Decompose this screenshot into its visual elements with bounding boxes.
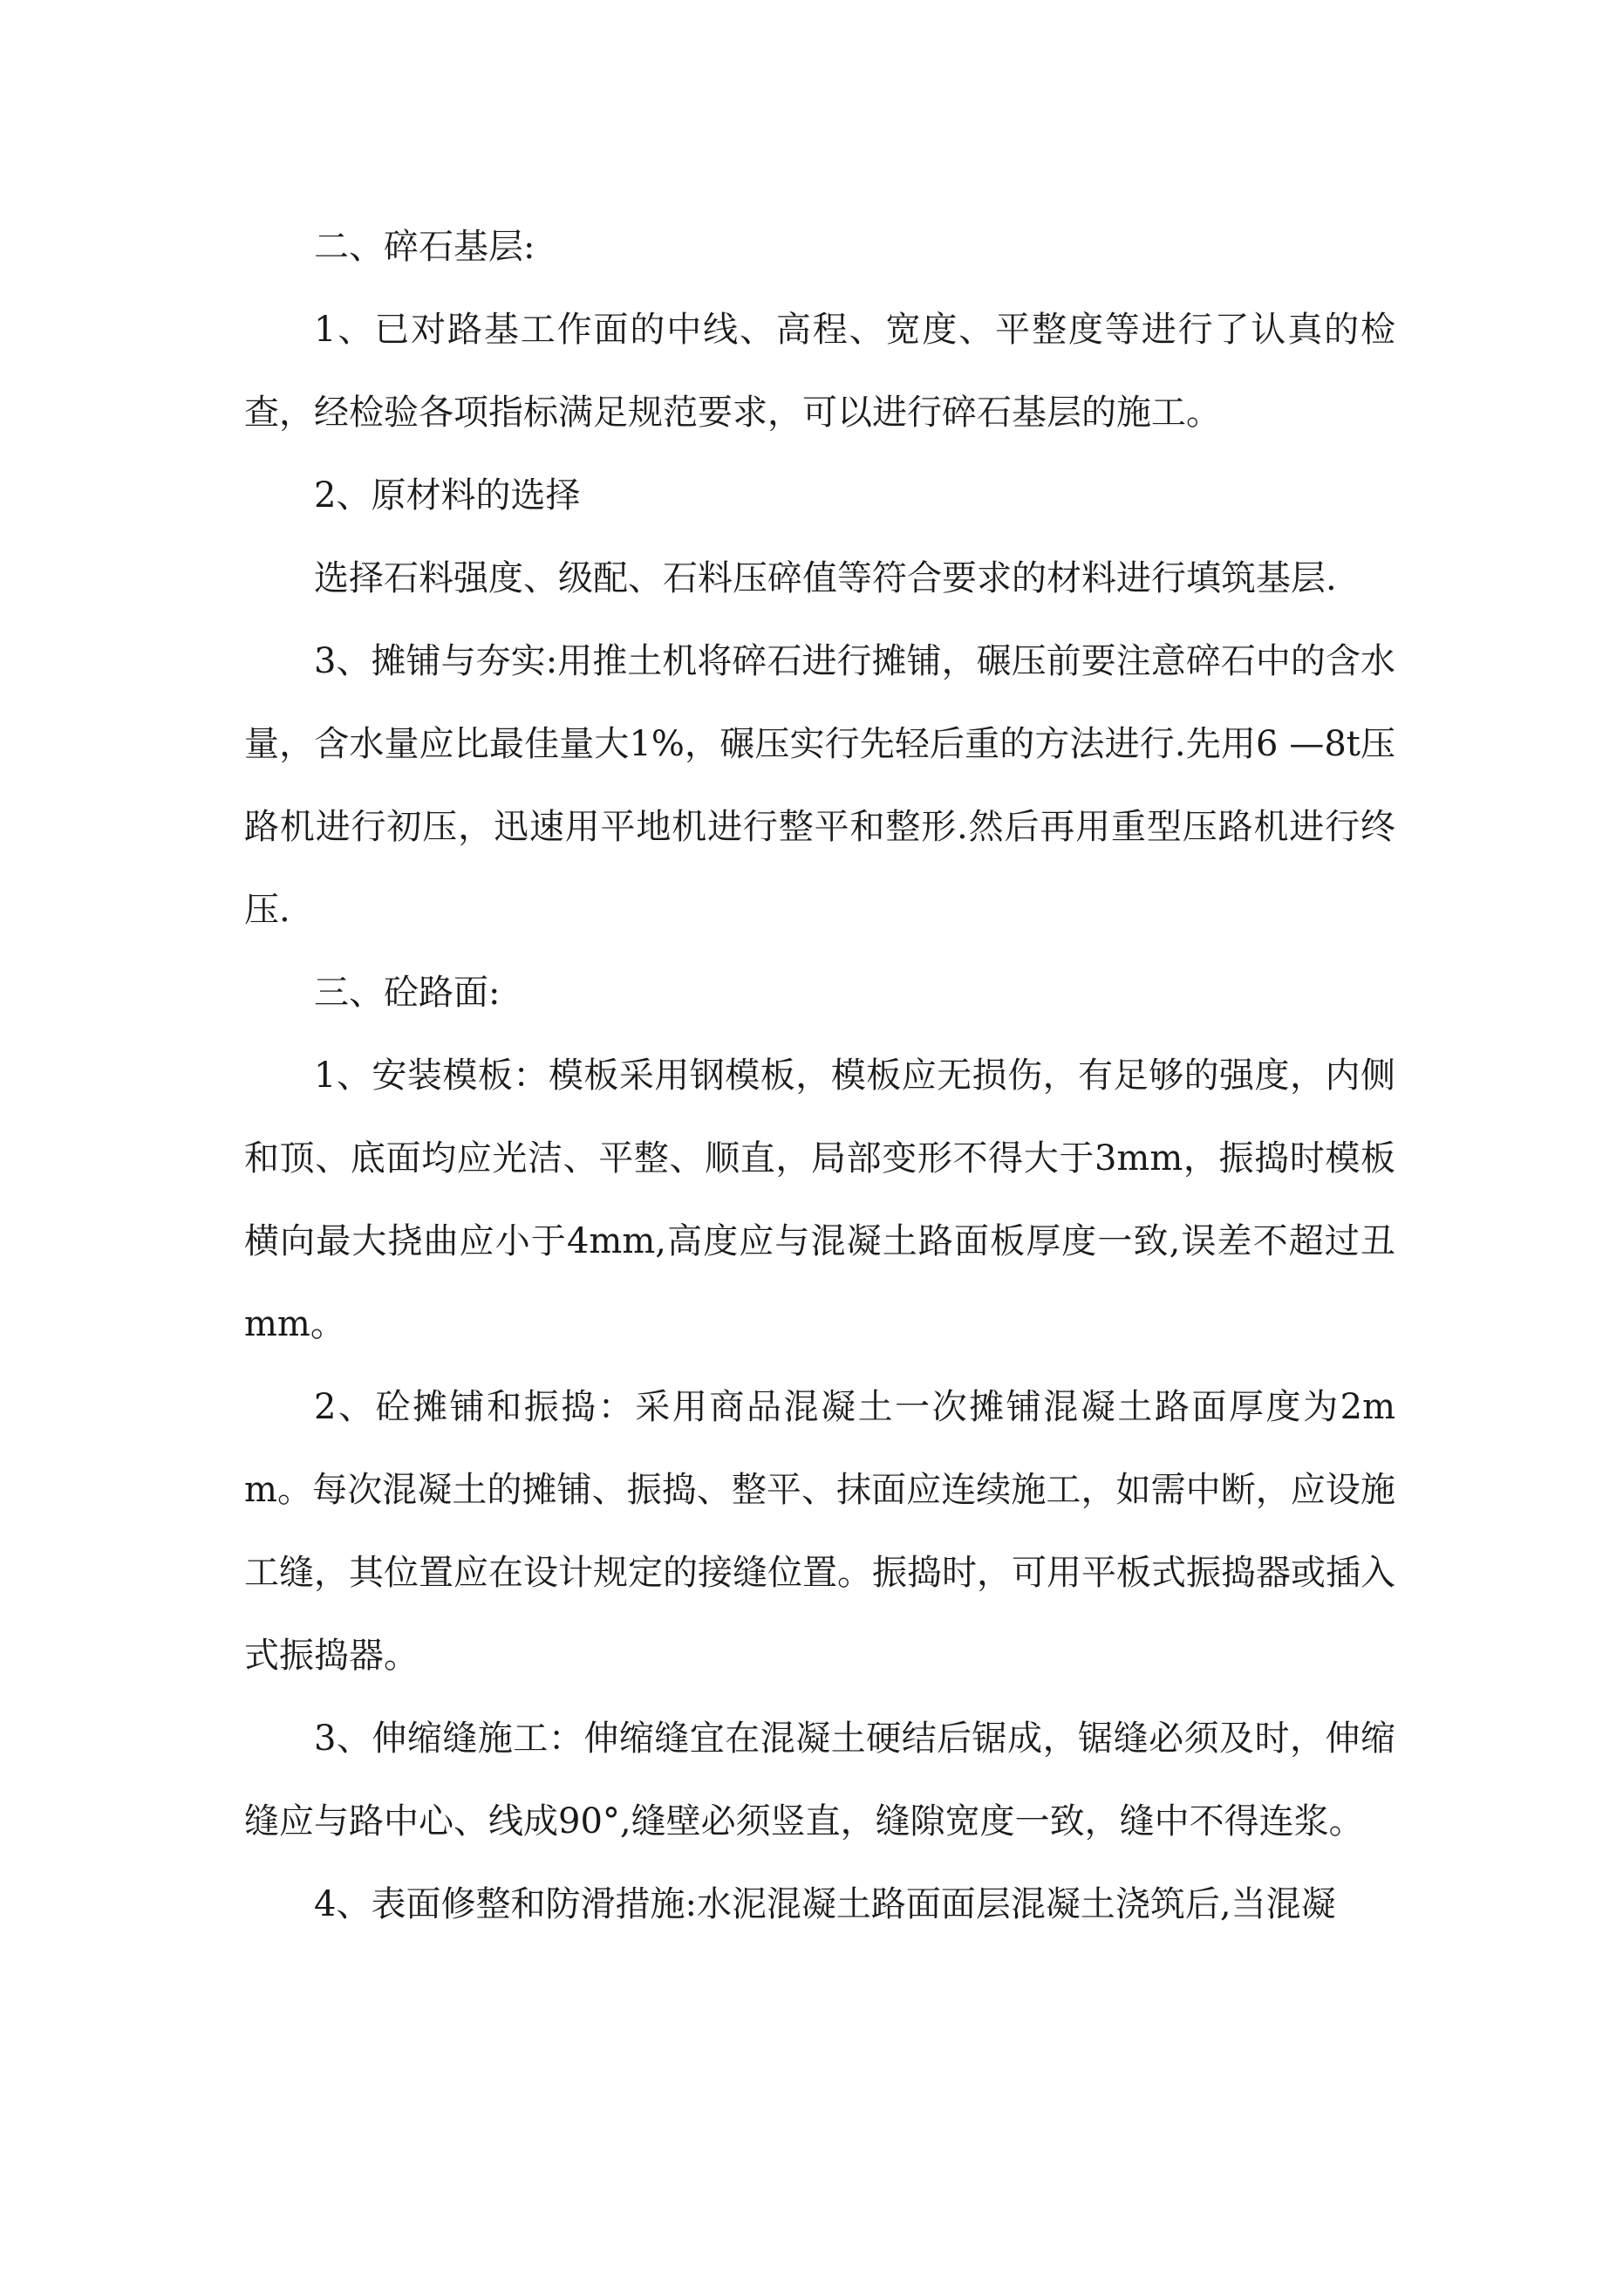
paragraph-concrete-spreading-vibration: 2、砼摊铺和振捣：采用商品混凝土一次摊铺混凝土路面厚度为2mm。每次混凝土的摊铺、振捣、整平、抹面应连续施工，如需中断，应设施工缝，其位置应在设计规定的接缝位置。振捣时，可用平板式振捣器或插入式振捣器。 xyxy=(244,1387,1395,1676)
paragraph-material-selection-title: 2、原材料的选择 xyxy=(314,475,581,516)
section-heading-gravel-base: 二、碎石基层: xyxy=(314,227,535,267)
section-heading-concrete-pavement: 三、砼路面: xyxy=(314,973,501,1013)
paragraph-subgrade-check: 1、已对路基工作面的中线、高程、宽度、平整度等进行了认真的检查，经检验各项指标满足规范要求，可以进行碎石基层的施工。 xyxy=(244,310,1395,433)
paragraph-spreading-compaction: 3、摊铺与夯实:用推土机将碎石进行摊铺，碾压前要注意碎石中的含水量，含水量应比最佳量大1%，碾压实行先轻后重的方法进行.先用6 —8t压路机进行初压，迅速用平地机进行整平和整形.然后再用重型压路机进行终压. xyxy=(244,641,1395,930)
paragraph-expansion-joint: 3、伸缩缝施工：伸缩缝宜在混凝土硬结后锯成，锯缝必须及时，伸缩缝应与路中心、线成90°,缝壁必须竖直，缝隙宽度一致，缝中不得连浆。 xyxy=(244,1719,1395,1842)
paragraph-surface-finishing: 4、表面修整和防滑措施:水泥混凝土路面面层混凝土浇筑后,当混凝 xyxy=(314,1884,1336,1924)
document-body xyxy=(244,206,1395,1946)
paragraph-formwork-installation: 1、安装模板：模板采用钢模板，模板应无损伤，有足够的强度，内侧和顶、底面均应光洁、平整、顺直，局部变形不得大于3mm，振捣时模板横向最大挠曲应小于4mm,高度应与混凝土路面板厚度一致,误差不超过丑mm。 xyxy=(244,1056,1395,1344)
paragraph-material-selection: 选择石料强度、级配、石料压碎值等符合要求的材料进行填筑基层. xyxy=(314,558,1337,598)
